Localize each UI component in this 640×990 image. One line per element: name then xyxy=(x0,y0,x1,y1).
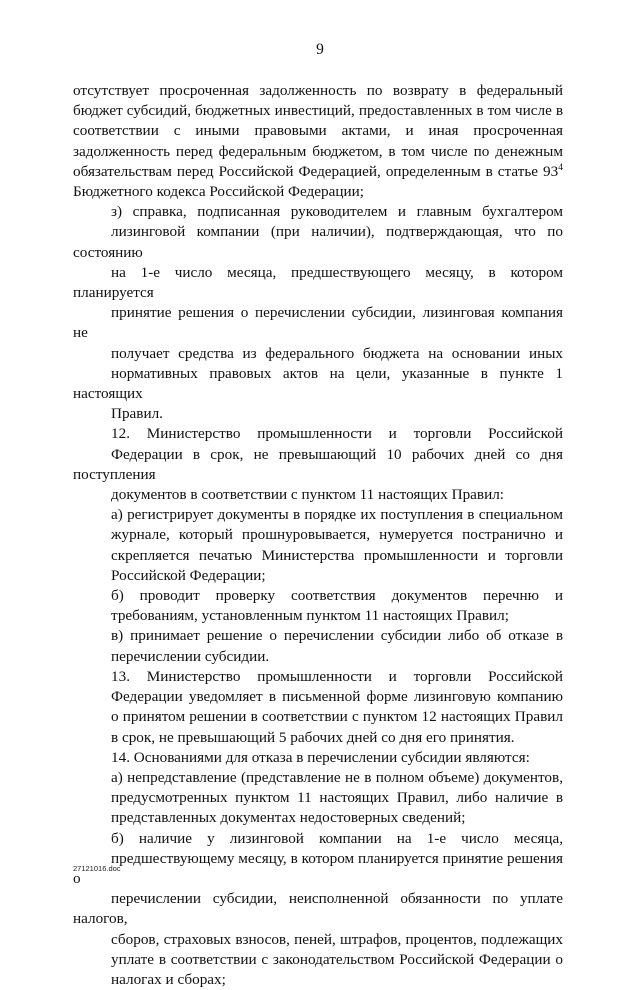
text-line xyxy=(73,970,563,990)
line-text: 12. Министерство промышленности и торговли Российской xyxy=(111,425,563,443)
text-line xyxy=(73,647,563,667)
line-text: перечислении субсидии, неисполненной обязанности по уплате налогов, xyxy=(73,890,563,928)
line-text: в срок, не превышающий 5 рабочих дней со дня его принятия. xyxy=(111,728,515,746)
text-line xyxy=(73,748,563,768)
text-line xyxy=(73,788,563,808)
paragraph-clause-12 xyxy=(73,424,563,505)
text-line xyxy=(73,142,563,162)
footer-filename: 27121016.doc xyxy=(73,864,121,873)
text-line xyxy=(73,525,563,545)
text-line xyxy=(73,930,563,950)
line-text: нормативных правовых актов на цели, указанные в пункте 1 настоящих xyxy=(73,364,563,403)
text-line xyxy=(73,182,563,202)
text-line xyxy=(73,667,563,687)
text-line xyxy=(73,485,563,505)
text-line xyxy=(73,344,563,364)
text-line xyxy=(73,707,563,727)
text-line xyxy=(73,303,563,343)
paragraph-item-12v xyxy=(73,626,563,666)
text-line xyxy=(73,424,563,444)
text-line xyxy=(73,586,563,606)
text-line xyxy=(73,566,563,586)
text-line xyxy=(73,445,563,485)
text-line xyxy=(73,728,563,748)
text-line xyxy=(73,808,563,828)
paragraph-item-14b xyxy=(73,829,563,990)
text-line xyxy=(73,404,563,424)
line-text: сборов, страховых взносов, пеней, штрафов, процентов, подлежащих xyxy=(111,930,563,948)
line-text: о принятом решении в соответствии с пунктом 12 настоящих Правил xyxy=(111,708,563,726)
paragraph-clause-13 xyxy=(73,667,563,748)
line-text: скрепляется печатью Министерства промышленности и торговли xyxy=(111,546,563,564)
text-line xyxy=(73,162,563,182)
line-text: обязательствам перед Российской Федерацией, определенным в статье 93 xyxy=(73,162,559,180)
text-line xyxy=(73,222,563,262)
line-text: задолженность перед федеральным бюджетом, в том числе по денежным xyxy=(73,142,563,160)
line-text: Федерации уведомляет в письменной форме лизинговую компанию xyxy=(111,688,563,706)
text-line xyxy=(73,889,563,929)
line-text: налогах и сборах; xyxy=(111,970,226,988)
line-text: з) справка, подписанная руководителем и главным бухгалтером xyxy=(111,203,563,221)
text-line xyxy=(73,849,563,889)
line-text: Российской Федерации; xyxy=(111,566,266,584)
line-text: перечислении субсидии. xyxy=(111,647,270,665)
line-text: бюджет субсидий, бюджетных инвестиций, предоставленных в том числе в xyxy=(73,102,563,120)
line-text: предшествующему месяцу, в котором планируется принятие решения о xyxy=(73,849,563,887)
text-line xyxy=(73,121,563,141)
line-text: 13. Министерство промышленности и торговли Российской xyxy=(111,667,563,685)
line-text: документов в соответствии с пунктом 11 настоящих Правил: xyxy=(111,486,505,504)
text-line xyxy=(73,364,563,404)
line-text: Правил. xyxy=(111,405,163,423)
line-text: лизинговой компании (при наличии), подтверждающая, что по состоянию xyxy=(73,223,563,261)
line-text: в) принимает решение о перечислении субсидии либо об отказе в xyxy=(111,627,563,645)
line-text: а) регистрирует документы в порядке их поступления в специальном xyxy=(111,506,563,524)
text-line xyxy=(73,263,563,303)
paragraph-clause-14 xyxy=(73,748,563,768)
paragraph-item-12b xyxy=(73,586,563,626)
line-text: журнале, который прошнуровывается, нумеруется постранично и xyxy=(111,526,563,544)
line-text: а) непредставление (представление не в полном объеме) документов, xyxy=(111,768,563,786)
line-text: 14. Основаниями для отказа в перечислении субсидии являются: xyxy=(111,748,530,766)
paragraph-item-z xyxy=(73,202,563,424)
paragraph-item-12a xyxy=(73,505,563,586)
line-text: представленных документах недостоверных сведений; xyxy=(111,809,466,827)
line-text: на 1-е число месяца, предшествующего месяцу, в котором планируется xyxy=(73,263,563,302)
text-line xyxy=(73,626,563,646)
text-line xyxy=(73,768,563,788)
paragraph-continuation xyxy=(73,81,563,202)
text-line xyxy=(73,101,563,121)
text-line xyxy=(73,829,563,849)
text-line xyxy=(73,202,563,222)
line-text: требованиям, установленным пунктом 11 настоящих Правил; xyxy=(111,607,509,625)
text-line xyxy=(73,687,563,707)
text-line xyxy=(73,81,563,101)
text-line xyxy=(73,950,563,970)
line-text: Федерации в срок, не превышающий 10 рабочих дней со дня поступления xyxy=(73,445,563,483)
text-line xyxy=(73,606,563,626)
text-line xyxy=(73,546,563,566)
line-text: уплате в соответствии с законодательством Российской Федерации о xyxy=(111,950,563,968)
line-text: отсутствует просроченная задолженность по возврату в федеральный xyxy=(73,82,563,99)
article-superscript: 4 xyxy=(558,162,563,173)
paragraph-item-14a xyxy=(73,768,563,829)
line-text: б) проводит проверку соответствия документов перечню и xyxy=(111,587,563,605)
page-number: 9 xyxy=(316,41,324,58)
line-text: соответствии с иными правовыми актами, и иная просроченная xyxy=(73,122,563,140)
line-text: получает средства из федерального бюджета на основании иных xyxy=(111,344,563,362)
line-text: б) наличие у лизинговой компании на 1-е число месяца, xyxy=(111,829,563,847)
document-body xyxy=(73,81,563,990)
line-text: Бюджетного кодекса Российской Федерации; xyxy=(73,183,364,201)
line-text: принятие решения о перечислении субсидии, лизинговая компания не xyxy=(73,304,563,342)
text-line xyxy=(73,505,563,525)
line-text: предусмотренных пунктом 11 настоящих Правил, либо наличие в xyxy=(111,789,563,807)
